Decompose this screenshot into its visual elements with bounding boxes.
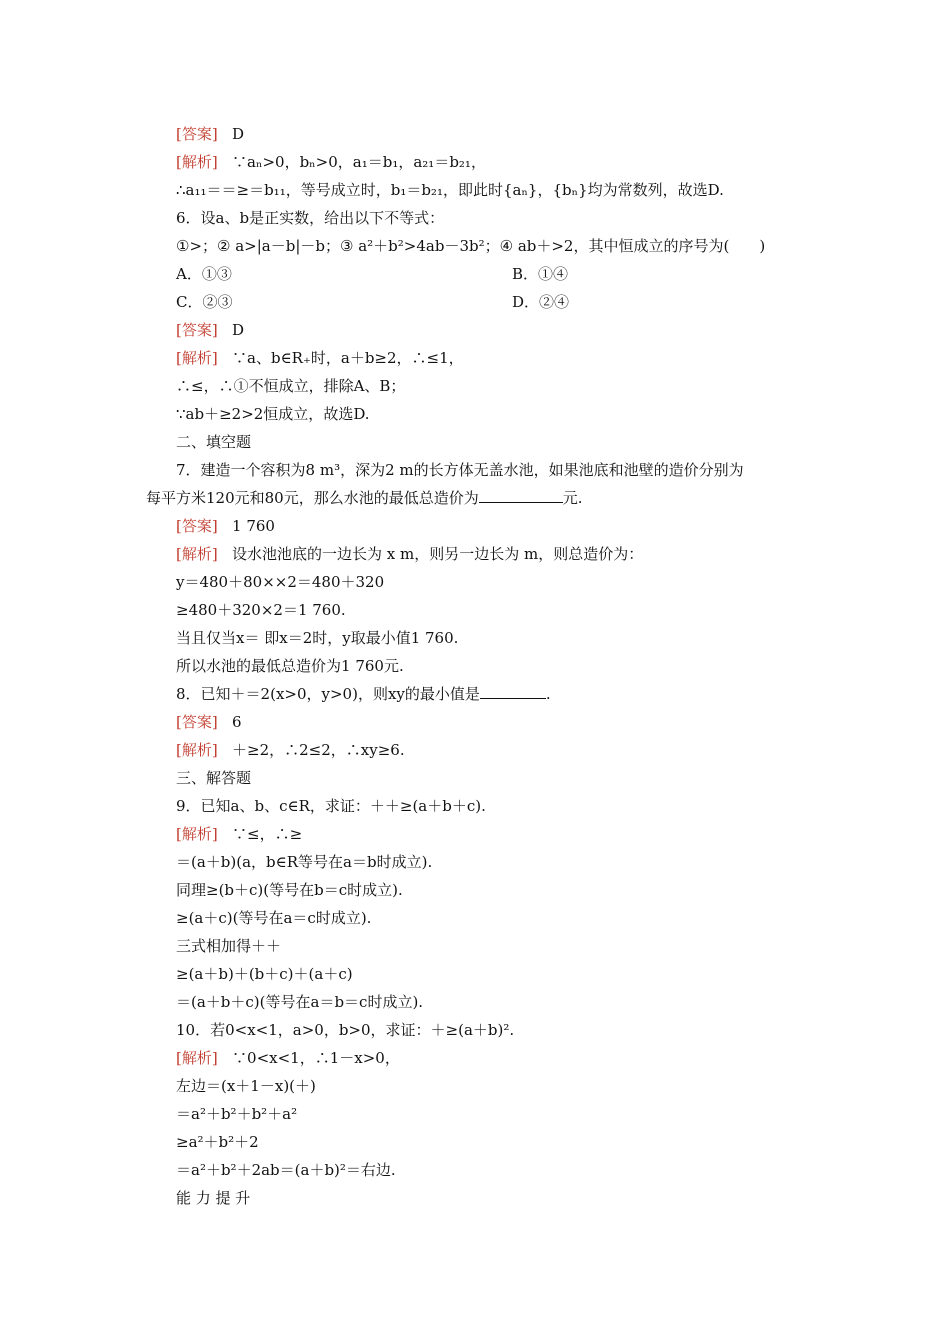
text-line: y＝480＋80××2＝480＋320 (176, 573, 385, 591)
analysis-text: ∵≤，∴≥ (232, 825, 303, 843)
analysis-text: 设水池池底的一边长为 x m，则另一边长为 m，则总造价为： (232, 545, 644, 563)
question-9: 9．已知a、b、c∈R，求证：＋＋≥(a＋b＋c). (176, 797, 486, 815)
answer-tag: [答案] (176, 125, 218, 143)
analysis-tag: [解析] (176, 545, 218, 563)
answer-blank (479, 488, 563, 503)
question-7-after: 元. (562, 489, 583, 507)
text-line: 三式相加得＋＋ (176, 937, 282, 955)
option-d: D．②④ (512, 293, 570, 311)
answer-line (176, 516, 275, 536)
option-b: B．①④ (512, 265, 569, 283)
analysis-text: ＋≥2，∴2≤2，∴xy≥6. (232, 741, 405, 759)
answer-tag: [答案] (176, 517, 218, 535)
text-line: ∴≤，∴①不恒成立，排除A、B； (176, 377, 406, 395)
question-7: 7．建造一个容积为8 m³，深为2 m的长方体无盖水池，如果池底和池壁的造价分别为 (176, 461, 744, 479)
answer-text: D (232, 125, 245, 143)
answer-line (176, 712, 242, 732)
analysis-tag: [解析] (176, 741, 218, 759)
text-line: ∵ab＋≥2>2恒成立，故选D. (176, 405, 370, 423)
question-6: 6．设a、b是正实数，给出以下不等式： (176, 209, 445, 227)
question-8-after: . (545, 685, 551, 703)
text-line: ≥480＋320×2＝1 760. (176, 601, 346, 619)
section-heading: 三、解答题 (176, 769, 252, 787)
question-7-cont (146, 488, 583, 508)
text-line: ≥a²＋b²＋2 (176, 1133, 259, 1151)
answer-tag: [答案] (176, 321, 218, 339)
analysis-text: ∵a、b∈R₊时，a＋b≥2，∴≤1， (232, 349, 464, 367)
question-7-text: 每平方米120元和80元，那么水池的最低总造价为 (146, 489, 479, 507)
text-line: 当且仅当x＝ 即x＝2时，y取最小值1 760. (176, 629, 459, 647)
text-line: 所以水池的最低总造价为1 760元. (176, 657, 404, 675)
answer-text: 6 (232, 713, 242, 731)
options-row (176, 292, 570, 312)
answer-text: D (232, 321, 245, 339)
analysis-tag: [解析] (176, 1049, 218, 1067)
analysis-text: ∵0<x<1，∴1－x>0， (232, 1049, 400, 1067)
option-c: C．②③ (176, 293, 233, 311)
analysis-text: ∵aₙ>0，bₙ>0，a₁＝b₁，a₂₁＝b₂₁， (232, 153, 486, 171)
answer-tag: [答案] (176, 713, 218, 731)
section-heading: 能 力 提 升 (176, 1189, 251, 1207)
analysis-line (176, 824, 302, 844)
answer-blank (480, 684, 546, 699)
question-10: 10．若0<x<1，a>0，b>0，求证：＋≥(a＋b)². (176, 1021, 515, 1039)
option-a: A．①③ (176, 265, 232, 283)
question-8 (176, 684, 551, 704)
question-6-statements: ①>；② a>|a－b|－b；③ a²＋b²>4ab－3b²；④ ab＋>2，其中恒成立的序号为( ) (176, 237, 766, 255)
answer-line (176, 124, 244, 144)
text-line: ＝(a＋b＋c)(等号在a＝b＝c时成立). (176, 993, 424, 1011)
text-line: ∴a₁₁＝＝≥＝b₁₁，等号成立时，b₁＝b₂₁，即此时{aₙ}，{bₙ}均为常数列，故选D. (176, 181, 724, 199)
analysis-tag: [解析] (176, 153, 218, 171)
text-line: ≥(a＋c)(等号在a＝c时成立). (176, 909, 372, 927)
analysis-line (176, 544, 643, 564)
text-line: ＝a²＋b²＋2ab＝(a＋b)²＝右边. (176, 1161, 396, 1179)
analysis-tag: [解析] (176, 825, 218, 843)
question-8-text: 8．已知＋＝2(x>0，y>0)，则xy的最小值是 (176, 685, 480, 703)
options-row (176, 264, 569, 284)
analysis-tag: [解析] (176, 349, 218, 367)
analysis-line (176, 1048, 400, 1068)
text-line: ≥(a＋b)＋(b＋c)＋(a＋c) (176, 965, 353, 983)
analysis-line (176, 152, 486, 172)
analysis-line (176, 348, 464, 368)
answer-line (176, 320, 244, 340)
text-line: ＝(a＋b)(a，b∈R等号在a＝b时成立). (176, 853, 433, 871)
text-line: 同理≥(b＋c)(等号在b＝c时成立). (176, 881, 403, 899)
text-line: 左边＝(x＋1－x)(＋) (176, 1077, 316, 1095)
text-line: ＝a²＋b²＋b²＋a² (176, 1105, 298, 1123)
answer-text: 1 760 (232, 517, 275, 535)
analysis-line (176, 740, 405, 760)
section-heading: 二、填空题 (176, 433, 252, 451)
